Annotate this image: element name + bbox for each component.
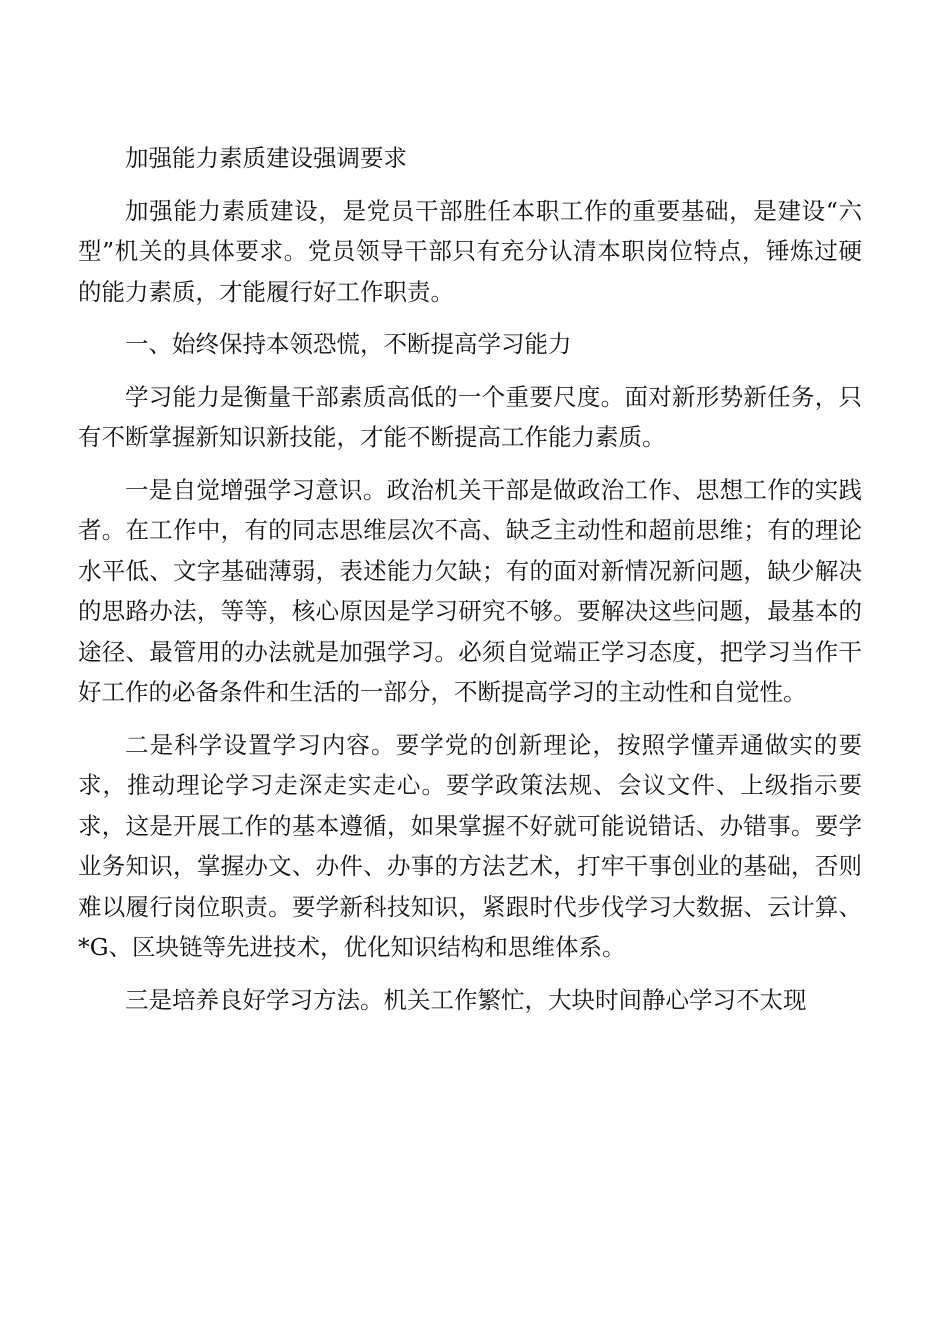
paragraph-point-3: 三是培养良好学习方法。机关工作繁忙，大块时间静心学习不太现 xyxy=(125,985,807,1014)
paragraph-learning-ability: 学习能力是衡量干部素质高低的一个重要尺度。面对新形势新任务，只有不断掌握新知识新技能，才能不断提高工作能力素质。 xyxy=(78,382,862,451)
document-page xyxy=(78,138,862,1032)
section-heading-1: 一、始终保持本领恐慌，不断提高学习能力 xyxy=(125,330,572,358)
document-title: 加强能力素质建设强调要求 xyxy=(125,144,407,172)
paragraph-intro: 加强能力素质建设，是党员干部胜任本职工作的重要基础，是建设“六型”机关的具体要求。党员领导干部只有充分认清本职岗位特点，锤炼过硬的能力素质，才能履行好工作职责。 xyxy=(78,196,862,306)
paragraph-point-1: 一是自觉增强学习意识。政治机关干部是做政治工作、思想工作的实践者。在工作中，有的同志思维层次不高、缺乏主动性和超前思维；有的理论水平低、文字基础薄弱，表述能力欠缺；有的面对新情况新问题，缺少解决的思路办法，等等，核心原因是学习研究不够。要解决这些问题，最基本的途径、最管用的办法就是加强学习。必须自觉端正学习态度，把学习当作干好工作的必备条件和生活的一部分，不断提高学习的主动性和自觉性。 xyxy=(78,475,862,706)
paragraph-point-2: 二是科学设置学习内容。要学党的创新理论，按照学懂弄通做实的要求，推动理论学习走深走实走心。要学政策法规、会议文件、上级指示要求，这是开展工作的基本遵循，如果掌握不好就可能说错话、办错事。要学业务知识，掌握办文、办件、办事的方法艺术，打牢干事创业的基础，否则难以履行岗位职责。要学新科技知识，紧跟时代步伐学习大数据、云计算、*G、区块链等先进技术，优化知识结构和思维体系。 xyxy=(78,730,862,961)
